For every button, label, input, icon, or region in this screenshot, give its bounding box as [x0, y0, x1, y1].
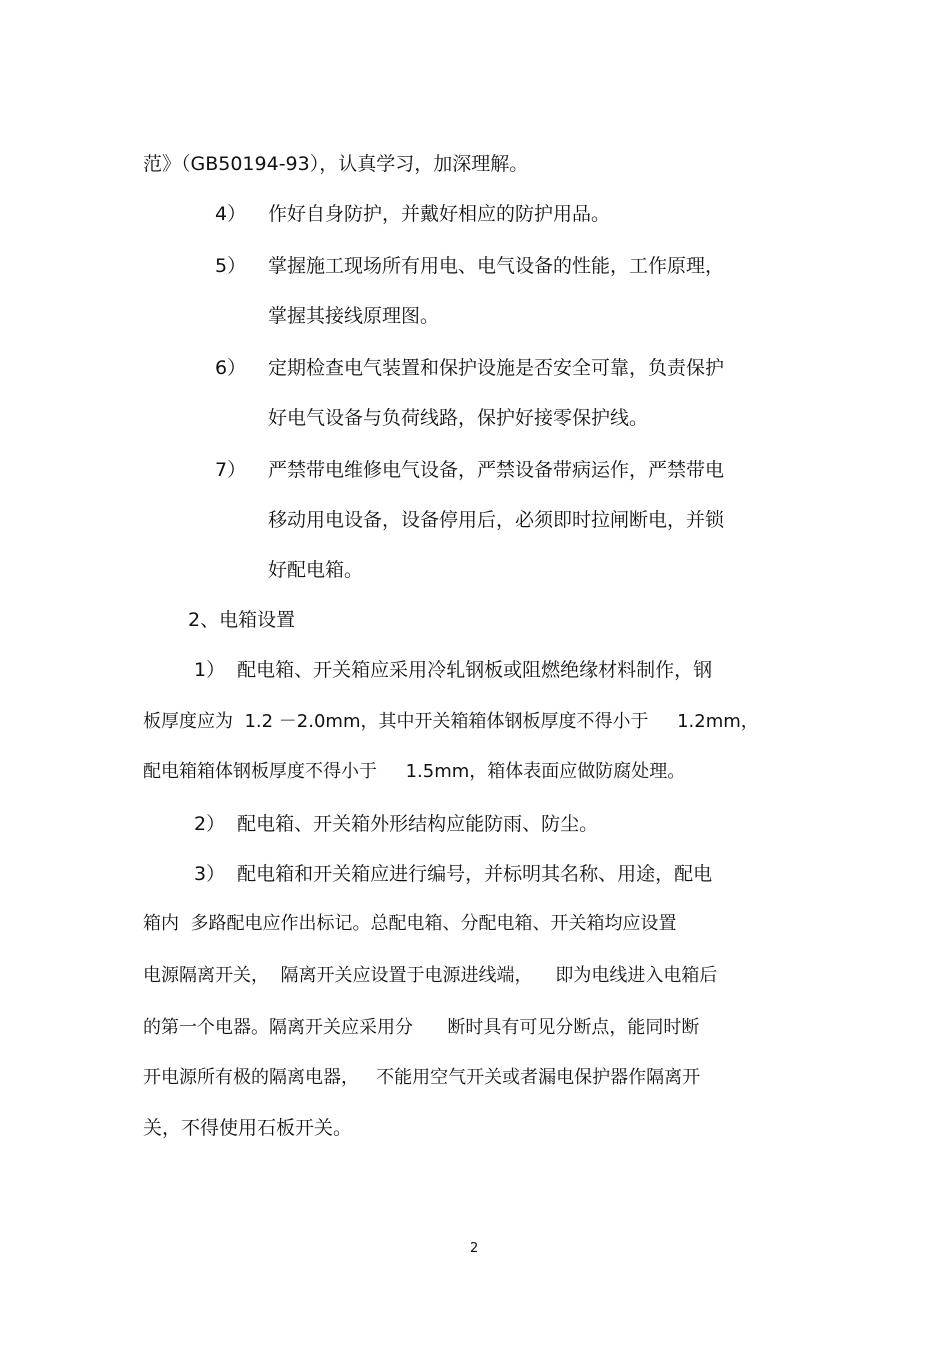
text-line: 3） 配电箱和开关箱应进行编号，并标明其名称、用途，配电 [194, 863, 713, 885]
item-number: 5） [215, 255, 247, 277]
page-number: 2 [470, 1241, 479, 1256]
text-line: 电源隔离开关， 隔离开关应设置于电源进线端， 即为电线进入电箱后 [143, 965, 718, 986]
text-line: 定期检查电气装置和保护设施是否安全可靠，负责保护 [268, 357, 725, 379]
text-line: 1） 配电箱、开关箱应采用冷轧钢板或阻燃绝缘材料制作，钢 [194, 659, 713, 681]
item-number: 4） [215, 203, 247, 225]
text-line: 作好自身防护，并戴好相应的防护用品。 [268, 203, 611, 225]
text-line: 好电气设备与负荷线路，保护好接零保护线。 [268, 407, 649, 429]
text-line: 的第一个电器。隔离开关应采用分 断时具有可见分断点，能同时断 [143, 1017, 700, 1038]
text-line: 严禁带电维修电气设备，严禁设备带病运作，严禁带电 [268, 459, 725, 481]
text-line: 好配电箱。 [268, 559, 364, 581]
text-line: 开电源所有极的隔离电器， 不能用空气开关或者漏电保护器作隔离开 [143, 1067, 701, 1088]
text-line: 范》（GB50194-93），认真学习，加深理解。 [143, 153, 529, 175]
text-line: 箱内 多路配电应作出标记。总配电箱、分配电箱、开关箱均应设置 [143, 913, 677, 934]
text-line: 关，不得使用石板开关。 [143, 1117, 353, 1139]
text-line: 2） 配电箱、开关箱外形结构应能防雨、防尘。 [194, 813, 599, 835]
section-heading: 2、电箱设置 [188, 609, 296, 631]
text-line: 板厚度应为 1.2 －2.0mm，其中开关箱箱体钢板厚度不得小于 1.2mm， [143, 711, 759, 732]
item-number: 6） [215, 357, 247, 379]
item-number: 7） [215, 459, 247, 481]
text-line: 移动用电设备，设备停用后，必须即时拉闸断电，并锁 [268, 509, 725, 531]
text-line: 掌握施工现场所有用电、电气设备的性能，工作原理， [268, 255, 725, 277]
text-line: 掌握其接线原理图。 [268, 305, 440, 327]
text-line: 配电箱箱体钢板厚度不得小于 1.5mm，箱体表面应做防腐处理。 [143, 761, 686, 782]
